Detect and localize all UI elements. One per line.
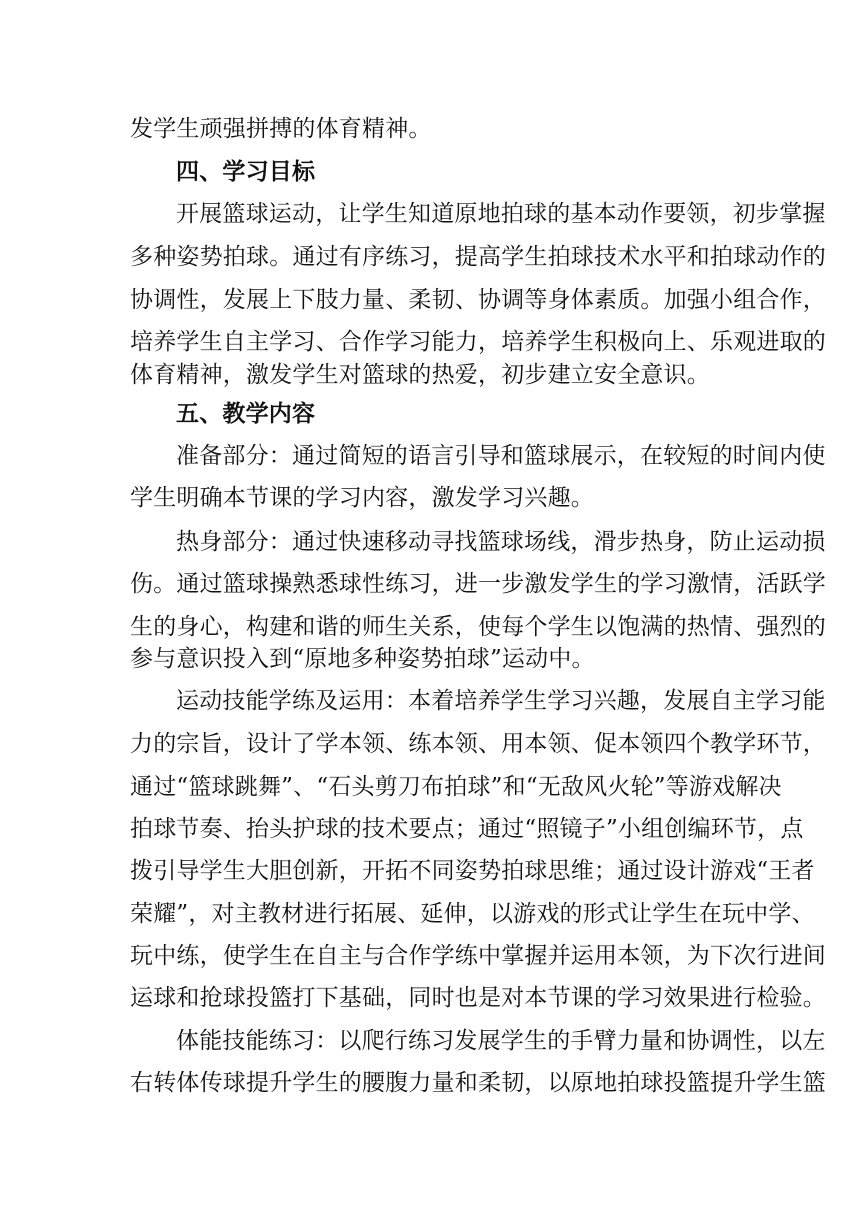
paragraph-line: 运动技能学练及运用：本着培养学生学习兴趣，发展自主学习能 bbox=[176, 688, 826, 714]
paragraph-line: 玩中练，使学生在自主与合作学练中掌握并运用本领，为下次行进间 bbox=[130, 943, 826, 969]
paragraph-line: 通过“篮球跳舞”、“石头剪刀布拍球”和“无敌风火轮”等游戏解决 bbox=[130, 774, 782, 800]
paragraph-line: 荣耀”，对主教材进行拓展、延伸，以游戏的形式让学生在玩中学、 bbox=[130, 901, 815, 927]
paragraph-line: 拍球节奏、抬头护球的技术要点；通过“照镜子”小组创编环节，点 bbox=[130, 816, 804, 842]
paragraph-line: 生的身心，构建和谐的师生关系，使每个学生以饱满的热情、强烈的 bbox=[130, 614, 826, 640]
section-heading-learning-goals: 四、学习目标 bbox=[176, 159, 316, 185]
paragraph-line: 运球和抢球投篮打下基础，同时也是对本节课的学习效果进行检验。 bbox=[130, 985, 826, 1011]
paragraph-line: 协调性，发展上下肢力量、柔韧、协调等身体素质。加强小组合作， bbox=[130, 287, 826, 313]
paragraph-line: 多种姿势拍球。通过有序练习，提高学生拍球技术水平和拍球动作的 bbox=[130, 244, 826, 270]
paragraph-line: 体育精神，激发学生对篮球的热爱，初步建立安全意识。 bbox=[130, 362, 710, 388]
paragraph-line: 准备部分：通过简短的语言引导和篮球展示，在较短的时间内使 bbox=[176, 443, 826, 469]
paragraph-line: 发学生顽强拼搏的体育精神。 bbox=[130, 116, 432, 142]
paragraph-line: 拨引导学生大胆创新，开拓不同姿势拍球思维；通过设计游戏“王者 bbox=[130, 858, 815, 884]
paragraph-line: 参与意识投入到“原地多种姿势拍球”运动中。 bbox=[130, 646, 595, 672]
paragraph-line: 力的宗旨，设计了学本领、练本领、用本领、促本领四个教学环节， bbox=[130, 731, 826, 757]
paragraph-line: 伤。通过篮球操熟悉球性练习，进一步激发学生的学习激情，活跃学 bbox=[130, 571, 826, 597]
paragraph-line: 学生明确本节课的学习内容，激发学习兴趣。 bbox=[130, 485, 594, 511]
paragraph-line: 右转体传球提升学生的腰腹力量和柔韧，以原地拍球投篮提升学生篮 bbox=[130, 1070, 826, 1096]
paragraph-line: 体能技能练习：以爬行练习发展学生的手臂力量和协调性，以左 bbox=[176, 1028, 826, 1054]
paragraph-line: 培养学生自主学习、合作学习能力，培养学生积极向上、乐观进取的 bbox=[130, 329, 826, 355]
section-heading-teaching-content: 五、教学内容 bbox=[176, 401, 316, 427]
paragraph-line: 开展篮球运动，让学生知道原地拍球的基本动作要领，初步掌握 bbox=[176, 201, 826, 227]
paragraph-line: 热身部分：通过快速移动寻找篮球场线，滑步热身，防止运动损 bbox=[176, 529, 826, 555]
